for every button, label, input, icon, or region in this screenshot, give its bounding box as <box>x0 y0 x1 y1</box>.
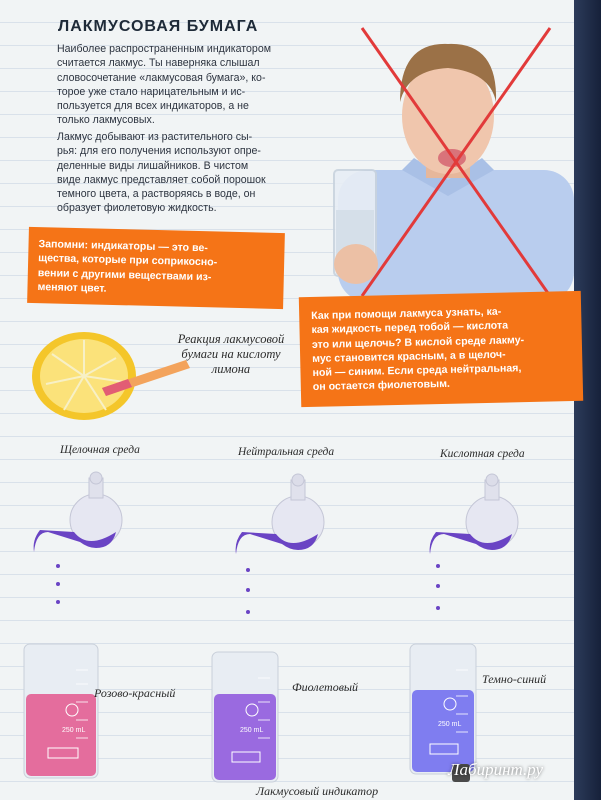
litmus-paragraph <box>57 130 281 216</box>
text-line: торое уже стало нарицательным и ис- <box>57 85 246 98</box>
flask-neutral <box>230 470 340 630</box>
text-line: только лакмусовых. <box>57 114 155 127</box>
text-line: Лакмус добывают из растительного сы- <box>57 131 253 143</box>
text-line: Как при помощи лакмуса узнать, ка- <box>311 305 502 322</box>
page-title: ЛАКМУСОВАЯ БУМАГА <box>58 18 259 35</box>
label-alkaline: Щелочная среда <box>60 444 140 456</box>
result-blue: Темно-синий <box>482 672 547 686</box>
hand <box>334 244 378 284</box>
beaker-pink <box>22 640 102 780</box>
caption-line: Реакция лакмусовой <box>177 332 285 346</box>
text-line: деленные виды лишайников. В чистом <box>57 159 249 172</box>
beaker-volume: 250 mL <box>240 727 264 734</box>
label-acidic: Кислотная среда <box>440 448 525 460</box>
flask-alkaline <box>28 470 138 620</box>
text-line: вении с другими веществами из- <box>37 266 212 283</box>
flask-acidic <box>424 470 534 620</box>
remember-text <box>37 237 278 300</box>
beaker-volume: 250 mL <box>438 721 462 728</box>
text-line: мус становится красным, а в щелоч- <box>312 348 506 365</box>
boy-photo <box>322 20 574 302</box>
intro-paragraph <box>57 42 281 128</box>
text-line: щества, которые при соприкосно- <box>38 252 218 269</box>
text-line: считается лакмус. Ты наверняка слышал <box>57 57 260 70</box>
text-line: ной — синим. Если среда нейтральная, <box>312 362 522 380</box>
text-line: словосочетание «лакмусовая бумага», ко- <box>57 71 266 84</box>
text-line: образует фиолетовую жидкость. <box>57 202 217 215</box>
text-line: меняют цвет. <box>37 280 107 295</box>
result-violet: Фиолетовый <box>292 680 359 694</box>
text-line: кая жидкость перед тобой — кислота <box>311 319 509 337</box>
caption-line: лимона <box>211 362 251 376</box>
text-line: Наиболее распространенным индикатором <box>57 43 271 55</box>
beaker-violet <box>210 648 282 784</box>
text-line: пользуется для всех индикаторов, а не <box>57 100 249 113</box>
text-line: темного цвета, а растворяясь в воде, он <box>57 188 256 201</box>
label-neutral: Нейтральная среда <box>238 446 335 458</box>
lemon-caption <box>146 332 316 377</box>
text-line: он остается фиолетовым. <box>312 378 451 394</box>
question-text <box>311 303 575 395</box>
text-line: рья: для его получения используют опре- <box>57 145 261 158</box>
bottom-label: Лакмусовый индикатор <box>256 784 379 798</box>
text-line: это или щелочь? В кислой среде лакму- <box>311 333 525 351</box>
result-pink: Розово-красный <box>94 686 176 700</box>
beaker-blue <box>408 640 480 776</box>
caption-line: бумаги на кислоту <box>181 347 281 361</box>
beaker-volume: 250 mL <box>62 727 86 734</box>
text-line: Запомни: индикаторы — это ве- <box>38 238 208 255</box>
text-line: виде лакмус представляет собой порошок <box>57 173 266 186</box>
watermark: Лабиринт.ру <box>448 760 544 779</box>
